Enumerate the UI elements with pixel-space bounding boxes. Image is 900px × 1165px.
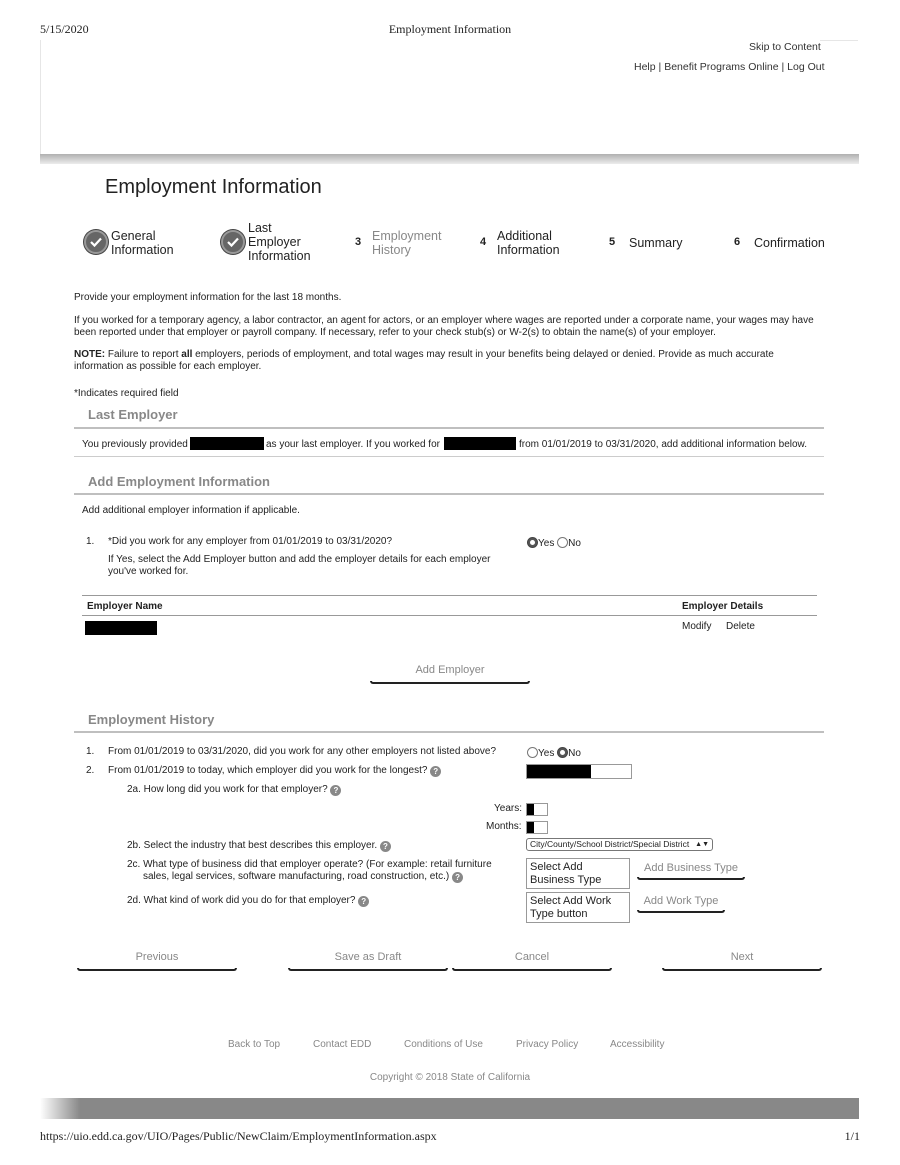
radio-no[interactable]: [557, 537, 568, 548]
back-to-top-link[interactable]: Back to Top: [228, 1039, 281, 1050]
step-additional-information: Additional Information: [497, 229, 560, 257]
industry-select[interactable]: [526, 838, 713, 851]
redacted-value: [527, 804, 534, 815]
print-date: 5/15/2020: [40, 22, 89, 36]
section-title-add-employment: Add Employment Information: [88, 474, 270, 489]
next-button[interactable]: Next: [730, 951, 754, 963]
other-employers-radio-group: [527, 747, 581, 760]
cancel-button[interactable]: Cancel: [514, 951, 550, 963]
question-number: 2.: [86, 765, 95, 776]
column-header-employer-details: Employer Details: [682, 601, 764, 612]
add-employer-button[interactable]: Add Employer: [415, 664, 485, 676]
skip-to-content-link[interactable]: Skip to Content: [749, 41, 821, 53]
redacted-employer-value: [527, 765, 591, 778]
add-work-type-underline: [637, 910, 725, 913]
print-page-number: 1/1: [844, 1129, 860, 1143]
note-paragraph: NOTE: Failure to report all employers, periods of employment, and total wages may result in your benefits being delayed or denied. Provide as much accurate information as possible for each employer.: [74, 349, 774, 372]
conditions-of-use-link[interactable]: Conditions of Use: [404, 1039, 483, 1050]
years-label: Years:: [494, 803, 522, 814]
years-input[interactable]: [526, 803, 548, 816]
step-number: 4: [480, 236, 487, 248]
step-general-information: General Information: [111, 229, 174, 257]
months-label: Months:: [486, 821, 522, 832]
step-number: 6: [734, 236, 741, 248]
last-employer-text-1: You previously provided: [82, 439, 188, 450]
previous-button[interactable]: Previous: [135, 951, 179, 963]
accessibility-link[interactable]: Accessibility: [610, 1039, 665, 1050]
divider: [74, 456, 824, 457]
radio-yes[interactable]: [527, 747, 538, 758]
last-employer-text-2: as your last employer. If you worked for: [266, 439, 440, 450]
intro-text: Provide your employment information for the last 18 months.: [74, 292, 342, 303]
radio-label-yes: Yes: [538, 748, 555, 759]
redacted-employer-name: [85, 621, 157, 635]
page-title: Employment Information: [105, 176, 322, 198]
section-divider: [74, 493, 824, 495]
header-frame-top: [820, 40, 858, 41]
help-icon[interactable]: ?: [452, 872, 463, 883]
add-employment-intro: Add additional employer information if applicable.: [82, 505, 300, 516]
add-business-type-button[interactable]: Add Business Type: [644, 862, 738, 874]
step-complete-icon: [84, 230, 108, 254]
separator: |: [658, 61, 662, 73]
log-out-link[interactable]: Log Out: [787, 61, 825, 73]
intro-paragraph: If you worked for a temporary agency, a labor contractor, an agent for actors, or an employer where wages are reported under a corporate name, your wages may have been reported under that employer or payroll company. If necessary, refer to your check stub(s) or W-2(s) to obtain the name(s) of your employer.: [74, 315, 814, 338]
question-work-type: 2d. What kind of work did you do for that employer? ?: [127, 895, 369, 907]
radio-yes-selected[interactable]: [527, 537, 538, 548]
table-header-border: [82, 615, 817, 616]
question-longest-employer: From 01/01/2019 to today, which employer did you work for the longest? ?: [108, 765, 441, 777]
help-link[interactable]: Help: [634, 61, 656, 73]
header-bar: [40, 154, 859, 164]
help-icon[interactable]: ?: [430, 766, 441, 777]
table-top-border: [82, 595, 817, 596]
work-type-textarea[interactable]: Select Add Work Type button: [526, 892, 630, 923]
redacted-employer: [444, 437, 516, 450]
radio-no-selected[interactable]: [557, 747, 568, 758]
step-last-employer-information: Last Employer Information: [248, 221, 311, 263]
separator: |: [781, 61, 785, 73]
select-arrows-icon: ▲▼: [695, 841, 709, 848]
footer-bar: [40, 1098, 859, 1119]
copyright: Copyright © 2018 State of California: [369, 1072, 531, 1083]
longest-employer-select[interactable]: [526, 764, 632, 779]
help-icon[interactable]: ?: [330, 785, 341, 796]
benefit-programs-online-link[interactable]: Benefit Programs Online: [664, 61, 779, 73]
question-number: 1.: [86, 746, 95, 757]
save-as-draft-underline: [288, 968, 448, 971]
modify-link[interactable]: Modify: [682, 621, 712, 632]
cancel-button-underline: [452, 968, 612, 971]
question-industry: 2b. Select the industry that best describes this employer. ?: [127, 840, 391, 852]
top-links: [634, 61, 825, 73]
business-type-textarea[interactable]: Select Add Business Type: [526, 858, 630, 889]
help-icon[interactable]: ?: [380, 841, 391, 852]
print-title: Employment Information: [388, 22, 512, 36]
question-business-type: 2c. What type of business did that employer operate? (For example: retail furniture sales, legal services, software manufacturing, road construction, etc.) ?: [127, 859, 492, 882]
step-complete-icon: [221, 230, 245, 254]
question-help-text: If Yes, select the Add Employer button and add the employer details for each employer you've worked for.: [108, 554, 491, 577]
save-as-draft-button[interactable]: Save as Draft: [334, 951, 402, 963]
redacted-value: [527, 822, 534, 833]
next-button-underline: [662, 968, 822, 971]
header-frame-left: [40, 40, 41, 158]
step-summary: Summary: [629, 236, 683, 250]
radio-label-no: No: [568, 538, 581, 549]
print-url: https://uio.edd.ca.gov/UIO/Pages/Public/NewClaim/EmploymentInformation.aspx: [40, 1129, 437, 1143]
last-employer-text-3: from 01/01/2019 to 03/31/2020, add additional information below.: [519, 439, 807, 450]
section-divider: [74, 427, 824, 429]
step-number: 3: [355, 236, 362, 248]
section-title-employment-history: Employment History: [88, 712, 215, 727]
section-title-last-employer: Last Employer: [88, 407, 178, 422]
section-divider: [74, 731, 824, 733]
contact-edd-link[interactable]: Contact EDD: [313, 1039, 372, 1050]
privacy-policy-link[interactable]: Privacy Policy: [516, 1039, 579, 1050]
help-icon[interactable]: ?: [358, 896, 369, 907]
question-how-long: 2a. How long did you work for that employer? ?: [127, 784, 341, 796]
months-input[interactable]: [526, 821, 548, 834]
question-number: 1.: [86, 536, 95, 547]
required-field-note: *Indicates required field: [74, 388, 179, 399]
question-other-employers: From 01/01/2019 to 03/31/2020, did you work for any other employers not listed above?: [108, 746, 497, 757]
redacted-employer: [190, 437, 264, 450]
radio-label-no: No: [568, 748, 581, 759]
step-number: 5: [609, 236, 616, 248]
add-work-type-button[interactable]: Add Work Type: [643, 895, 719, 907]
column-header-employer-name: Employer Name: [87, 601, 163, 612]
radio-label-yes: Yes: [538, 538, 555, 549]
industry-selected-value: City/County/School District/Special District: [530, 839, 690, 849]
add-business-type-underline: [637, 877, 745, 880]
question-worked-any-employer: *Did you work for any employer from 01/01/2019 to 03/31/2020?: [108, 536, 393, 547]
add-employer-button-underline: [370, 681, 530, 684]
previous-button-underline: [77, 968, 237, 971]
step-confirmation: Confirmation: [754, 236, 825, 250]
delete-link[interactable]: Delete: [726, 621, 755, 632]
step-employment-history: Employment History: [372, 229, 442, 257]
worked-any-employer-radio-group: [527, 537, 581, 550]
